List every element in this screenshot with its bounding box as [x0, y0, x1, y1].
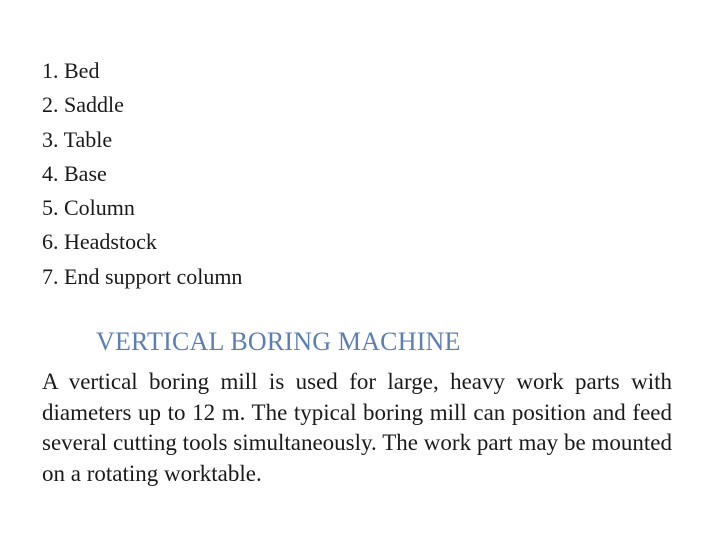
parts-list-item: 7. End support column: [42, 263, 243, 289]
parts-list: [42, 54, 242, 294]
parts-list-item: 2. Saddle: [42, 92, 124, 118]
parts-list-item: 3. Table: [42, 126, 113, 152]
parts-list-item: 6. Headstock: [42, 229, 157, 255]
parts-list-item: 5. Column: [42, 195, 135, 221]
body-paragraph: A vertical boring mill is used for large, heavy work parts with diameters up to 12 m. The typical boring mill can position and feed several cutting tools simultaneously. The work part may be mounted on a rotating worktable.: [42, 369, 672, 486]
parts-list-item: 4. Base: [42, 160, 107, 186]
section-title: VERTICAL BORING MACHINE: [96, 327, 461, 356]
parts-list-item: 1. Bed: [42, 58, 100, 83]
